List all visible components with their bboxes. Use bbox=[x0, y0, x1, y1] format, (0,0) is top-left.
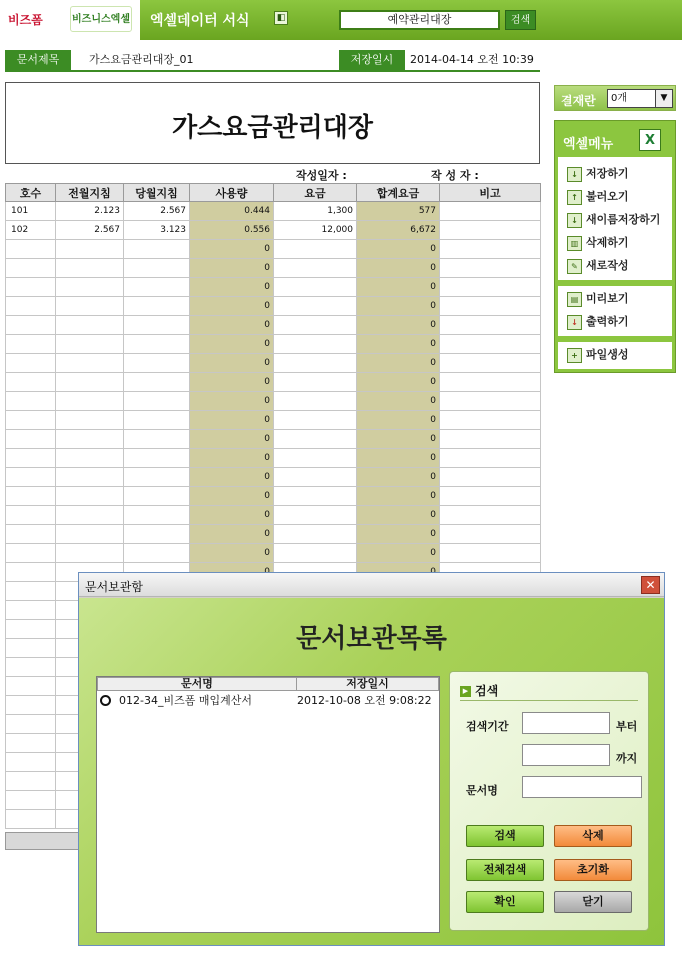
sheet-title-box bbox=[5, 82, 540, 164]
approval-label: 결재란 bbox=[561, 94, 596, 108]
table-row bbox=[6, 544, 541, 563]
table-cell[interactable]: 0.444 bbox=[190, 202, 274, 221]
table-cell[interactable] bbox=[56, 354, 124, 373]
table-cell[interactable]: 0 bbox=[190, 487, 274, 506]
table-cell[interactable] bbox=[6, 544, 56, 563]
menu-item-load[interactable]: ↑ 불러오기 bbox=[567, 188, 629, 206]
table-cell[interactable]: 0 bbox=[357, 316, 440, 335]
table-cell[interactable] bbox=[6, 449, 56, 468]
table-cell[interactable] bbox=[440, 411, 541, 430]
menu-group-file bbox=[558, 157, 672, 280]
table-cell[interactable] bbox=[56, 240, 124, 259]
table-cell[interactable] bbox=[124, 487, 190, 506]
column-header: 당월지침 bbox=[124, 184, 190, 202]
table-cell[interactable]: 0 bbox=[190, 335, 274, 354]
table-cell[interactable] bbox=[6, 696, 56, 715]
table-row bbox=[6, 354, 541, 373]
period-label: 검색기간 bbox=[466, 720, 509, 733]
table-row bbox=[6, 411, 541, 430]
table-cell[interactable] bbox=[6, 639, 56, 658]
excel-menu-title: 엑셀메뉴 bbox=[563, 137, 614, 152]
table-cell[interactable]: 0 bbox=[357, 335, 440, 354]
table-cell[interactable] bbox=[124, 392, 190, 411]
table-cell[interactable]: 0 bbox=[357, 487, 440, 506]
column-header: 호수 bbox=[6, 184, 56, 202]
table-cell[interactable] bbox=[124, 316, 190, 335]
table-cell[interactable] bbox=[56, 506, 124, 525]
divider bbox=[460, 700, 638, 701]
table-header-row bbox=[6, 184, 541, 202]
table-cell[interactable] bbox=[6, 601, 56, 620]
table-cell[interactable] bbox=[124, 297, 190, 316]
template-search-button[interactable]: 검색 bbox=[505, 10, 536, 30]
table-cell[interactable]: 0 bbox=[357, 373, 440, 392]
column-header: 비고 bbox=[440, 184, 541, 202]
table-cell[interactable] bbox=[440, 449, 541, 468]
table-cell[interactable] bbox=[56, 259, 124, 278]
search-all-button[interactable]: 전체검색 bbox=[466, 859, 544, 881]
table-row bbox=[6, 373, 541, 392]
document-archive-dialog bbox=[78, 572, 665, 946]
approval-value: 0개 bbox=[611, 93, 628, 104]
table-cell[interactable] bbox=[440, 278, 541, 297]
table-cell[interactable] bbox=[274, 430, 357, 449]
table-cell[interactable] bbox=[6, 506, 56, 525]
table-cell[interactable] bbox=[124, 411, 190, 430]
period-from-input[interactable] bbox=[522, 712, 610, 734]
table-cell[interactable]: 102 bbox=[6, 221, 56, 240]
table-cell[interactable] bbox=[6, 810, 56, 829]
search-button[interactable]: 검색 bbox=[466, 825, 544, 847]
table-cell[interactable] bbox=[274, 373, 357, 392]
close-button[interactable]: 닫기 bbox=[554, 891, 632, 913]
doc-title-value: 가스요금관리대장_01 bbox=[89, 53, 194, 66]
table-cell[interactable] bbox=[6, 430, 56, 449]
table-cell[interactable] bbox=[124, 468, 190, 487]
table-cell[interactable]: 0 bbox=[357, 449, 440, 468]
menu-item-save[interactable]: ↓ 저장하기 bbox=[567, 165, 629, 183]
template-search-input[interactable]: 예약관리대장 bbox=[339, 10, 500, 30]
table-cell[interactable]: 0 bbox=[190, 259, 274, 278]
table-cell[interactable]: 0 bbox=[357, 392, 440, 411]
table-cell[interactable]: 0 bbox=[357, 259, 440, 278]
table-cell[interactable]: 0 bbox=[190, 297, 274, 316]
table-cell[interactable] bbox=[56, 316, 124, 335]
table-cell[interactable]: 0 bbox=[190, 316, 274, 335]
column-header: 사용량 bbox=[190, 184, 274, 202]
table-cell[interactable]: 0 bbox=[357, 544, 440, 563]
table-cell[interactable] bbox=[440, 240, 541, 259]
table-cell[interactable]: 0 bbox=[357, 525, 440, 544]
table-cell[interactable]: 577 bbox=[357, 202, 440, 221]
table-cell[interactable]: 3.123 bbox=[124, 221, 190, 240]
docname-label: 문서명 bbox=[466, 784, 498, 797]
table-cell[interactable] bbox=[56, 544, 124, 563]
table-cell[interactable] bbox=[6, 316, 56, 335]
table-cell[interactable] bbox=[124, 430, 190, 449]
table-cell[interactable] bbox=[56, 373, 124, 392]
table-cell[interactable] bbox=[6, 715, 56, 734]
table-cell[interactable] bbox=[440, 221, 541, 240]
table-cell[interactable]: 0 bbox=[357, 278, 440, 297]
table-cell[interactable] bbox=[6, 658, 56, 677]
table-cell[interactable] bbox=[440, 392, 541, 411]
save-as-icon: ↓ bbox=[567, 213, 582, 228]
table-cell[interactable]: 0 bbox=[190, 392, 274, 411]
table-cell[interactable] bbox=[6, 411, 56, 430]
doc-title-label: 문서제목 bbox=[5, 50, 71, 70]
table-row bbox=[6, 468, 541, 487]
table-cell[interactable]: 0 bbox=[357, 240, 440, 259]
table-row bbox=[6, 259, 541, 278]
app-title: 엑셀데이터 서식 bbox=[150, 13, 250, 29]
saved-time-value: 2014-04-14 오전 10:39 bbox=[410, 53, 534, 66]
confirm-button[interactable]: 확인 bbox=[466, 891, 544, 913]
select-radio[interactable] bbox=[100, 695, 111, 706]
table-cell[interactable] bbox=[6, 563, 56, 582]
bullet-icon: ▶ bbox=[460, 686, 471, 697]
table-cell[interactable]: 12,000 bbox=[274, 221, 357, 240]
table-cell[interactable]: 0 bbox=[190, 278, 274, 297]
menu-item-save-as[interactable]: ↓ 새이름저장하기 bbox=[567, 211, 660, 229]
table-cell[interactable]: 0 bbox=[357, 354, 440, 373]
table-cell[interactable] bbox=[6, 259, 56, 278]
table-cell[interactable]: 1,300 bbox=[274, 202, 357, 221]
table-cell[interactable] bbox=[6, 525, 56, 544]
table-cell[interactable]: 0 bbox=[190, 506, 274, 525]
table-cell[interactable] bbox=[6, 620, 56, 639]
table-cell[interactable]: 101 bbox=[6, 202, 56, 221]
table-cell[interactable] bbox=[440, 202, 541, 221]
table-row bbox=[6, 335, 541, 354]
list-header-saved[interactable]: 저장일시 bbox=[296, 677, 439, 691]
table-cell[interactable]: 2.123 bbox=[56, 202, 124, 221]
menu-item-new[interactable]: ✎ 새로작성 bbox=[567, 257, 629, 275]
column-header: 전월지침 bbox=[56, 184, 124, 202]
save-icon: ↓ bbox=[567, 167, 582, 182]
table-cell[interactable] bbox=[6, 335, 56, 354]
chevron-down-icon[interactable]: ▼ bbox=[655, 90, 672, 107]
table-row bbox=[6, 316, 541, 335]
table-cell[interactable]: 0 bbox=[357, 297, 440, 316]
table-cell[interactable] bbox=[124, 506, 190, 525]
table-cell[interactable] bbox=[124, 259, 190, 278]
table-cell[interactable] bbox=[124, 449, 190, 468]
table-cell[interactable] bbox=[124, 354, 190, 373]
top-bar bbox=[0, 0, 682, 40]
table-cell[interactable] bbox=[6, 734, 56, 753]
table-cell[interactable] bbox=[440, 297, 541, 316]
table-row bbox=[6, 392, 541, 411]
preview-icon: ▤ bbox=[567, 292, 582, 307]
print-icon: ↓ bbox=[567, 315, 582, 330]
table-cell[interactable] bbox=[6, 240, 56, 259]
table-cell[interactable]: 2.567 bbox=[124, 202, 190, 221]
delete-button[interactable]: 삭제 bbox=[554, 825, 632, 847]
table-cell[interactable] bbox=[56, 392, 124, 411]
table-cell[interactable] bbox=[56, 468, 124, 487]
approval-select[interactable] bbox=[607, 89, 673, 108]
table-cell[interactable]: 0 bbox=[190, 468, 274, 487]
table-cell[interactable] bbox=[6, 297, 56, 316]
table-cell[interactable] bbox=[6, 772, 56, 791]
table-cell[interactable] bbox=[274, 278, 357, 297]
file-create-icon: + bbox=[567, 348, 582, 363]
document-info-bar bbox=[5, 50, 540, 72]
table-row bbox=[6, 525, 541, 544]
menu-item-delete[interactable]: ▥ 삭제하기 bbox=[567, 234, 629, 252]
table-cell[interactable]: 0 bbox=[357, 411, 440, 430]
table-row bbox=[6, 221, 541, 240]
table-cell[interactable]: 0 bbox=[190, 430, 274, 449]
table-cell[interactable] bbox=[6, 354, 56, 373]
table-cell[interactable] bbox=[274, 468, 357, 487]
table-cell[interactable] bbox=[440, 335, 541, 354]
table-row bbox=[6, 506, 541, 525]
table-cell[interactable] bbox=[440, 468, 541, 487]
table-cell[interactable] bbox=[6, 791, 56, 810]
table-cell[interactable] bbox=[56, 335, 124, 354]
logo-area bbox=[0, 0, 140, 40]
table-cell[interactable] bbox=[6, 373, 56, 392]
dialog-window-title: 문서보관함 bbox=[85, 580, 143, 594]
table-cell[interactable] bbox=[124, 544, 190, 563]
to-suffix: 까지 bbox=[616, 752, 638, 765]
search-panel-title: ▶ 검색 bbox=[460, 682, 498, 699]
table-row bbox=[6, 278, 541, 297]
table-cell[interactable] bbox=[6, 582, 56, 601]
search-panel bbox=[449, 671, 649, 931]
table-cell[interactable]: 0 bbox=[190, 544, 274, 563]
table-row bbox=[6, 297, 541, 316]
table-cell[interactable] bbox=[274, 411, 357, 430]
table-cell[interactable] bbox=[274, 525, 357, 544]
table-cell[interactable] bbox=[274, 544, 357, 563]
table-cell[interactable]: 0 bbox=[357, 430, 440, 449]
menu-item-print[interactable]: ↓ 출력하기 bbox=[567, 313, 629, 331]
table-row bbox=[6, 449, 541, 468]
table-cell[interactable]: 0 bbox=[190, 525, 274, 544]
list-item-saved: 2012-10-08 오전 9:08:22 bbox=[297, 694, 432, 707]
table-cell[interactable] bbox=[440, 506, 541, 525]
close-icon[interactable]: ✕ bbox=[641, 576, 660, 594]
table-cell[interactable] bbox=[440, 430, 541, 449]
table-cell[interactable] bbox=[274, 354, 357, 373]
table-row bbox=[6, 487, 541, 506]
new-doc-icon: ✎ bbox=[567, 259, 582, 274]
table-cell[interactable] bbox=[124, 240, 190, 259]
table-cell[interactable]: 0 bbox=[190, 449, 274, 468]
table-cell[interactable]: 2.567 bbox=[56, 221, 124, 240]
table-cell[interactable] bbox=[56, 525, 124, 544]
list-item-name: 012-34_비즈폼 매입계산서 bbox=[119, 694, 252, 707]
table-cell[interactable]: 0 bbox=[190, 373, 274, 392]
saved-time-label: 저장일시 bbox=[339, 50, 405, 70]
approval-panel bbox=[554, 85, 676, 111]
column-header: 합계요금 bbox=[357, 184, 440, 202]
load-icon: ↑ bbox=[567, 190, 582, 205]
dialog-heading: 문서보관목록 bbox=[296, 624, 447, 654]
table-cell[interactable] bbox=[274, 259, 357, 278]
column-header: 요금 bbox=[274, 184, 357, 202]
menu-item-preview[interactable]: ▤ 미리보기 bbox=[567, 290, 629, 308]
table-cell[interactable] bbox=[440, 354, 541, 373]
trash-icon: ▥ bbox=[567, 236, 582, 251]
from-suffix: 부터 bbox=[616, 720, 638, 733]
table-cell[interactable] bbox=[124, 335, 190, 354]
table-cell[interactable] bbox=[56, 297, 124, 316]
table-row bbox=[6, 202, 541, 221]
author-label: 작 성 자 : bbox=[431, 169, 479, 182]
menu-group-print bbox=[558, 286, 672, 336]
table-cell[interactable] bbox=[274, 449, 357, 468]
table-cell[interactable] bbox=[440, 259, 541, 278]
table-cell[interactable]: 0 bbox=[190, 354, 274, 373]
dialog-body bbox=[79, 598, 664, 945]
table-cell[interactable] bbox=[6, 753, 56, 772]
business-excel-logo[interactable]: 비즈니스엑셀 bbox=[70, 6, 132, 32]
menu-item-create-file[interactable]: + 파일생성 bbox=[567, 346, 629, 364]
table-cell[interactable] bbox=[274, 487, 357, 506]
table-cell[interactable] bbox=[440, 525, 541, 544]
list-item[interactable] bbox=[97, 692, 439, 709]
table-cell[interactable] bbox=[274, 297, 357, 316]
excel-icon: X bbox=[639, 129, 661, 151]
reset-button[interactable]: 초기화 bbox=[554, 859, 632, 881]
table-cell[interactable] bbox=[274, 392, 357, 411]
table-cell[interactable]: 0 bbox=[190, 240, 274, 259]
written-date-label: 작성일자 : bbox=[296, 169, 347, 182]
table-cell[interactable] bbox=[6, 468, 56, 487]
table-cell[interactable] bbox=[124, 278, 190, 297]
table-cell[interactable] bbox=[6, 677, 56, 696]
bizform-logo[interactable]: 비즈폼 bbox=[8, 13, 43, 27]
table-cell[interactable] bbox=[274, 506, 357, 525]
table-cell[interactable] bbox=[124, 373, 190, 392]
table-cell[interactable] bbox=[56, 430, 124, 449]
table-cell[interactable] bbox=[56, 449, 124, 468]
sheet-title: 가스요금관리대장 bbox=[172, 113, 373, 143]
table-row bbox=[6, 240, 541, 259]
table-cell[interactable] bbox=[6, 487, 56, 506]
menu-group-export bbox=[558, 342, 672, 369]
table-cell[interactable] bbox=[6, 278, 56, 297]
period-to-input[interactable] bbox=[522, 744, 610, 766]
table-cell[interactable]: 0 bbox=[357, 468, 440, 487]
table-cell[interactable] bbox=[274, 316, 357, 335]
excel-menu-panel bbox=[554, 120, 676, 373]
table-cell[interactable]: 0 bbox=[357, 506, 440, 525]
table-cell[interactable] bbox=[274, 240, 357, 259]
docname-input[interactable] bbox=[522, 776, 642, 798]
table-cell[interactable] bbox=[274, 335, 357, 354]
table-cell[interactable] bbox=[440, 487, 541, 506]
table-cell[interactable] bbox=[440, 373, 541, 392]
document-list[interactable] bbox=[96, 676, 440, 933]
table-cell[interactable] bbox=[6, 392, 56, 411]
table-cell[interactable] bbox=[440, 544, 541, 563]
dialog-titlebar[interactable] bbox=[79, 573, 664, 597]
table-cell[interactable]: 0 bbox=[190, 411, 274, 430]
table-cell[interactable] bbox=[124, 525, 190, 544]
table-cell[interactable] bbox=[56, 411, 124, 430]
table-cell[interactable]: 0.556 bbox=[190, 221, 274, 240]
excel-data-icon: ◧ bbox=[274, 11, 288, 25]
list-header-name[interactable]: 문서명 bbox=[97, 677, 297, 691]
table-cell[interactable] bbox=[440, 316, 541, 335]
table-cell[interactable] bbox=[56, 278, 124, 297]
table-row bbox=[6, 430, 541, 449]
table-cell[interactable] bbox=[56, 487, 124, 506]
table-cell[interactable]: 6,672 bbox=[357, 221, 440, 240]
